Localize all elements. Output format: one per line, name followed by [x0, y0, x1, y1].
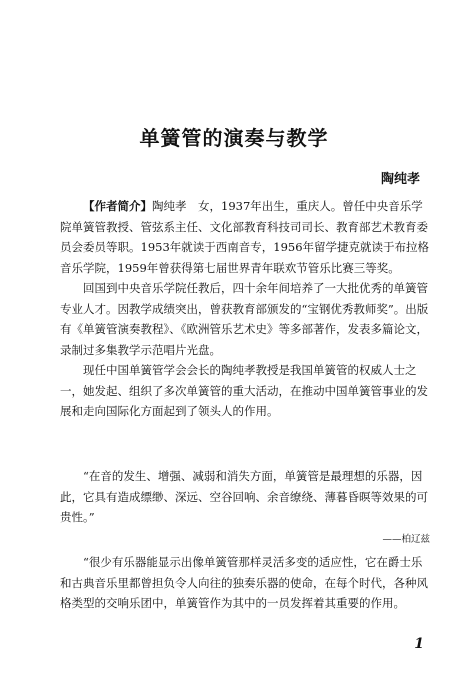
intro-paragraph-2: 回国到中央音乐学院任教后，四十余年间培养了一大批优秀的单簧管专业人才。因教学成绩突出，曾获教育部颁发的“宝钢优秀教师奖”。出版有《单簧管演奏教程》、《欧洲管乐艺术史》等多部著作，发表多篇论文，录制过多集教学示范唱片光盘。 — [60, 281, 429, 357]
intro-text-1: 陶纯孝 女，1937年出生，重庆人。曾任中央音乐学院单簧管教授、管弦系主任、文化部教育科技司司长、教育部艺术教育委员会委员等职。1953年就读于西南音专，1956年留学捷克就读于布拉格音乐学院，1959年曾获得第七届世界青年联欢节管乐比赛三等奖。 — [60, 199, 430, 275]
article-title: 单簧管的演奏与教学 — [139, 126, 329, 150]
page-number: 1 — [414, 636, 424, 652]
intro-paragraph-1 — [60, 196, 430, 278]
quote-adaptability — [60, 552, 430, 614]
intro-paragraph-3: 现任中国单簧管学会会长的陶纯孝教授是我国单簧管的权威人士之一，她发起、组织了多次单簧管的重大活动，在推动中国单簧管事业的发展和走向国际化方面起到了领头人的作用。 — [60, 363, 428, 418]
quote-berlioz — [60, 466, 430, 550]
quote-1-attribution: ——柏辽兹 — [382, 533, 430, 545]
author-name: 陶纯孝 — [380, 172, 420, 187]
quote-2-text: “很少有乐器能显示出像单簧管那样灵活多变的适应性，它在爵士乐和古典音乐里都曾担负令人向往的独奏乐器的使命，在每个时代，各种风格类型的交响乐团中，单簧管作为其中的一员发挥着其重要的作用。 — [60, 555, 428, 610]
quote-1-text: “在音的发生、增强、减弱和消失方面，单簧管是最理想的乐器，因此，它具有造成缥缈、深远、空谷回响、余音缭绕、薄暮昏暝等效果的可贵性。” — [60, 469, 428, 524]
intro-label: 【作者简介】 — [83, 199, 152, 213]
author-intro — [60, 196, 430, 422]
